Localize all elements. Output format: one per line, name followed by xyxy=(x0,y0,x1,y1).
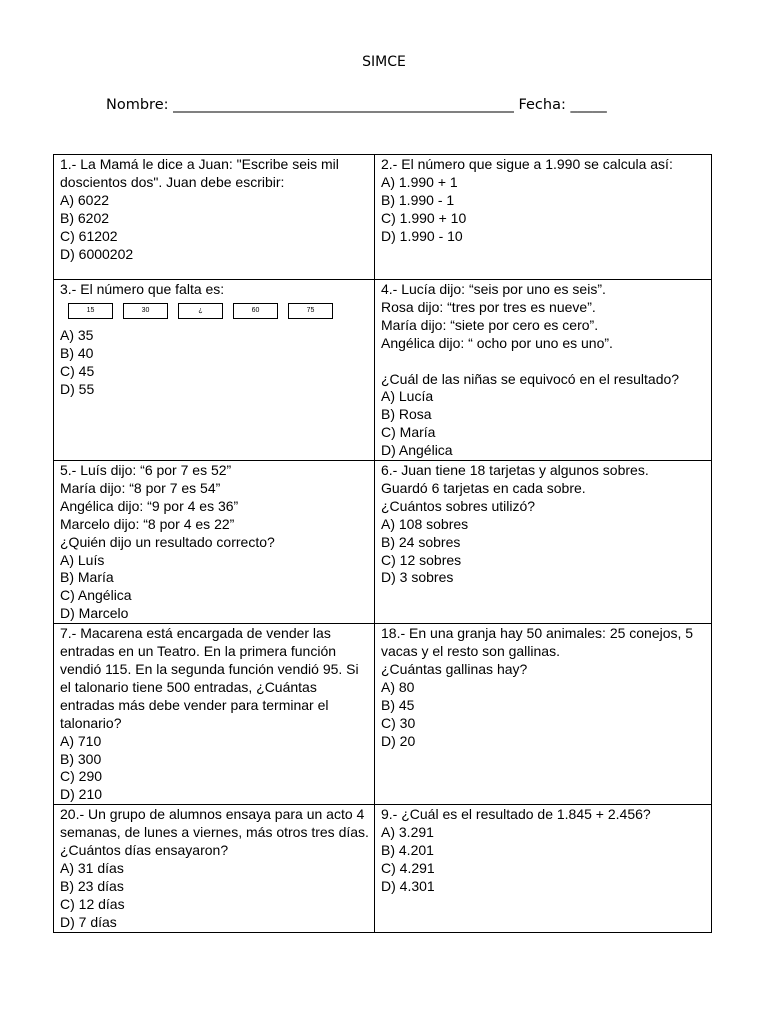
question-text: 18.- En una granja hay 50 animales: 25 conejos, 5 vacas y el resto son gallinas. xyxy=(381,625,697,660)
option-c: C) 30 xyxy=(381,714,416,731)
option-d: D) 4.301 xyxy=(381,877,435,894)
statement-line: María dijo: “siete por cero es cero”. xyxy=(381,316,599,333)
question-text: 2.- El número que sigue a 1.990 se calcula así: xyxy=(381,156,673,172)
name-date-line: Nombre: _______________________________________________ Fecha: _____ xyxy=(106,97,607,113)
table-row xyxy=(54,624,712,805)
question-cell-18 xyxy=(375,624,712,805)
question-table xyxy=(53,154,712,933)
option-c: C) Angélica xyxy=(60,587,132,604)
statement-line: 5.- Luís dijo: “6 por 7 es 52” xyxy=(60,462,232,479)
option-d: D) 20 xyxy=(381,732,416,749)
statement-line: 6.- Juan tiene 18 tarjetas y algunos sobres. xyxy=(381,462,649,479)
number-sequence xyxy=(68,303,369,319)
sequence-box: 30 xyxy=(123,303,168,319)
option-b: B) 24 sobres xyxy=(381,533,461,550)
question-prompt: ¿Cuántas gallinas hay? xyxy=(381,661,528,678)
option-a: A) Luís xyxy=(60,551,105,568)
option-c: C) 4.291 xyxy=(381,859,435,876)
option-b: B) 45 xyxy=(381,696,415,713)
question-text: 3.- El número que falta es: xyxy=(60,281,225,297)
option-c: C) 290 xyxy=(60,768,103,785)
option-d: D) Marcelo xyxy=(60,605,129,622)
option-a: A) 6022 xyxy=(60,191,110,208)
option-a: A) 710 xyxy=(60,732,102,749)
option-a: A) 1.990 + 1 xyxy=(381,173,458,190)
option-a: A) 80 xyxy=(381,678,415,695)
option-a: A) 108 sobres xyxy=(381,515,469,532)
option-c: C) 61202 xyxy=(60,227,118,244)
page-title: SIMCE xyxy=(362,54,406,70)
sequence-box-missing: ¿ xyxy=(178,303,223,319)
question-text: 9.- ¿Cuál es el resultado de 1.845 + 2.456? xyxy=(381,806,651,823)
blank-line xyxy=(381,353,706,371)
question-text: 20.- Un grupo de alumnos ensaya para un acto 4 semanas, de lunes a viernes, más otros tres días. ¿Cuántos días ensayaron? xyxy=(60,806,373,859)
question-cell-3 xyxy=(54,280,375,461)
option-a: A) 3.291 xyxy=(381,824,434,841)
option-a: A) 31 días xyxy=(60,859,124,876)
statement-line: Guardó 6 tarjetas en cada sobre. xyxy=(381,479,586,496)
question-cell-4 xyxy=(375,280,712,461)
question-cell-5 xyxy=(54,461,375,624)
statement-line: Rosa dijo: “tres por tres es nueve”. xyxy=(381,298,596,315)
statement-line: 4.- Lucía dijo: “seis por uno es seis”. xyxy=(381,281,606,297)
question-text: 1.- La Mamá le dice a Juan: "Escribe seis mil doscientos dos". Juan debe escribir: xyxy=(60,156,343,190)
option-d: D) 7 días xyxy=(60,913,117,930)
table-row xyxy=(54,280,712,461)
option-c: C) 12 sobres xyxy=(381,551,462,568)
question-cell-9 xyxy=(375,805,712,932)
question-text: ¿Cuál de las niñas se equivocó en el resultado? xyxy=(381,370,680,387)
question-cell-1 xyxy=(54,155,375,280)
option-b: B) 6202 xyxy=(60,209,110,226)
question-text: ¿Quién dijo un resultado correcto? xyxy=(60,533,275,550)
question-cell-2 xyxy=(375,155,712,280)
option-d: D) 1.990 - 10 xyxy=(381,227,463,244)
sequence-box: 60 xyxy=(233,303,278,319)
table-row xyxy=(54,155,712,280)
sequence-box: 75 xyxy=(288,303,333,319)
question-cell-6 xyxy=(375,461,712,624)
statement-line: Marcelo dijo: “8 por 4 es 22” xyxy=(60,515,235,532)
question-text: ¿Cuántos sobres utilizó? xyxy=(381,497,536,514)
option-b: B) 40 xyxy=(60,344,94,361)
option-c: C) María xyxy=(381,424,436,441)
table-row xyxy=(54,805,712,932)
question-cell-20 xyxy=(54,805,375,932)
option-b: B) 1.990 - 1 xyxy=(381,191,455,208)
option-b: B) 300 xyxy=(60,750,102,767)
option-b: B) 4.201 xyxy=(381,842,434,859)
statement-line: María dijo: “8 por 7 es 54” xyxy=(60,479,221,496)
option-d: D) 210 xyxy=(60,786,103,803)
option-c: C) 45 xyxy=(60,362,95,379)
option-a: A) 35 xyxy=(60,326,94,343)
option-d: D) 3 sobres xyxy=(381,569,454,586)
question-text: 7.- Macarena está encargada de vender las entradas en un Teatro. En la primera función vendió 115. En la segunda función vendió 95. Si el talonario tiene 500 entradas, ¿Cuántas entradas más debe vender para terminar el talonario? xyxy=(60,625,363,731)
option-b: B) 23 días xyxy=(60,877,124,894)
question-cell-7 xyxy=(54,624,375,805)
table-row xyxy=(54,461,712,624)
sequence-box: 15 xyxy=(68,303,113,319)
option-d: D) 6000202 xyxy=(60,245,134,262)
option-c: C) 12 días xyxy=(60,895,125,912)
option-a: A) Lucía xyxy=(381,388,434,405)
statement-line: Angélica dijo: “ ocho por uno es uno”. xyxy=(381,334,613,351)
option-d: D) 55 xyxy=(60,380,95,397)
option-b: B) Rosa xyxy=(381,406,432,423)
option-d: D) Angélica xyxy=(381,442,453,459)
option-b: B) María xyxy=(60,569,114,586)
option-c: C) 1.990 + 10 xyxy=(381,209,467,226)
statement-line: Angélica dijo: “9 por 4 es 36” xyxy=(60,497,239,514)
